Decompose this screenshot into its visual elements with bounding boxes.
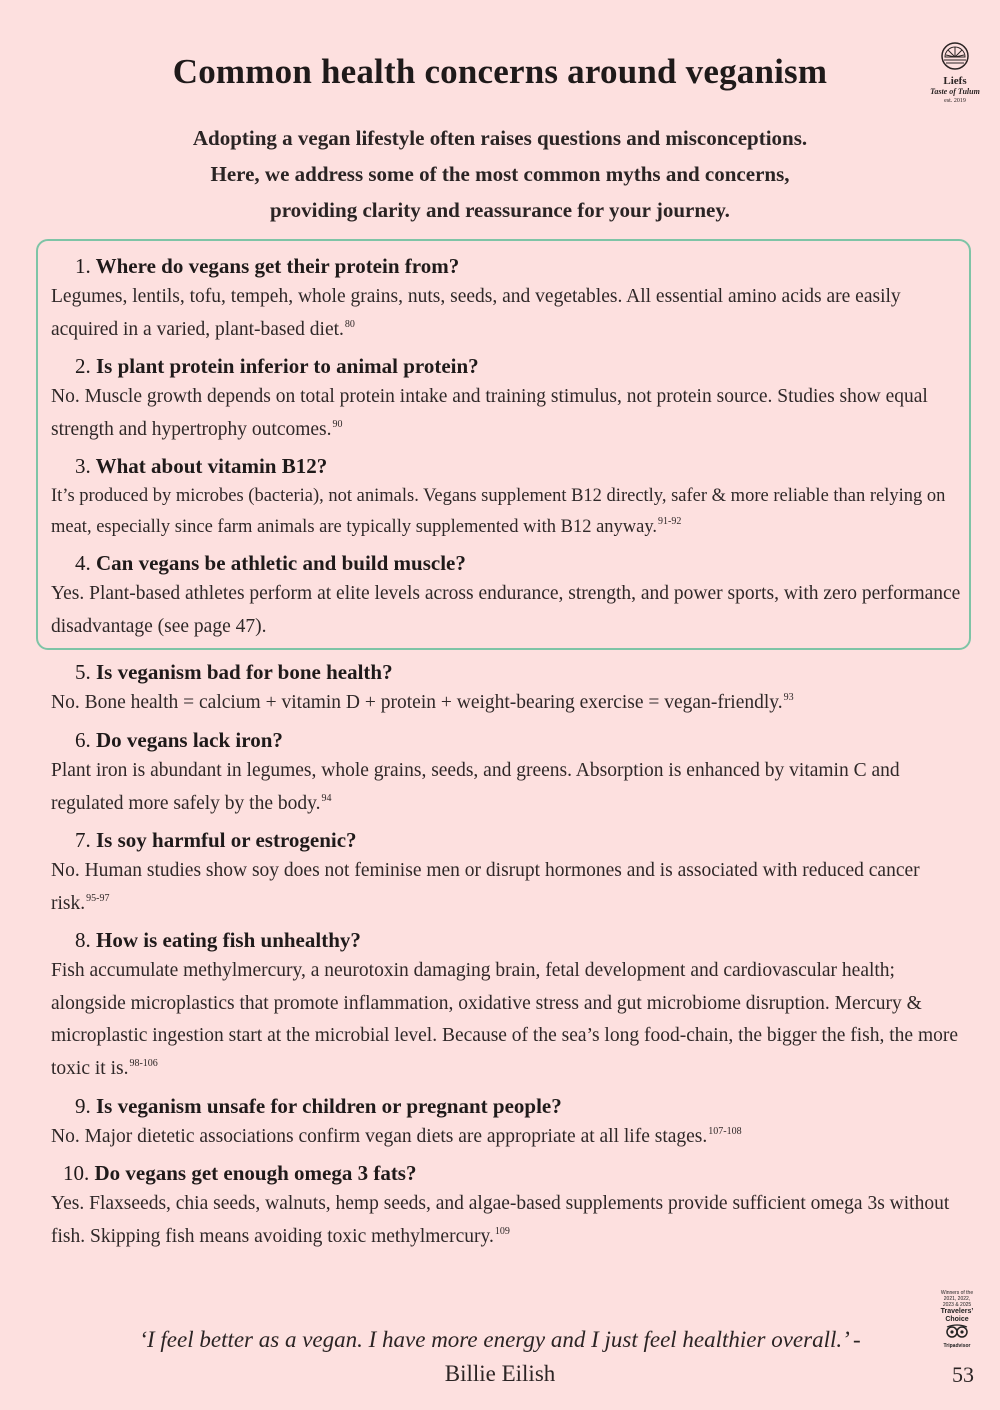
faq-reference: 94 xyxy=(321,792,332,804)
liefs-logo xyxy=(926,40,984,105)
faq-item xyxy=(51,657,961,720)
faq-item xyxy=(51,725,961,820)
faq-question-text: Where do vegans get their protein from? xyxy=(95,254,460,278)
faq-number: 3. xyxy=(75,454,91,478)
faq-answer-text: Legumes, lentils, tofu, tempeh, whole grains, nuts, seeds, and vegetables. All essential amino acids are easily acquired in a varied, plant-based diet. xyxy=(51,286,901,340)
faq-number: 9. xyxy=(75,1094,91,1118)
faq-question xyxy=(51,825,961,855)
closing-quote xyxy=(100,1323,900,1391)
logo-name: Liefs xyxy=(943,75,967,87)
sunburst-logo-icon xyxy=(939,40,971,70)
faq-number: 7. xyxy=(75,828,91,852)
faq-reference: 90 xyxy=(332,418,343,430)
faq-answer-text: No. Major dietetic associations confirm vegan diets are appropriate at all life stages. xyxy=(51,1126,708,1147)
faq-number: 10. xyxy=(63,1161,90,1185)
faq-number: 4. xyxy=(75,551,91,575)
faq-answer-text: It’s produced by microbes (bacteria), not animals. Vegans supplement B12 directly, safer & more reliable than relying on meat, especially since farm animals are typically supplemented with B12 anyway. xyxy=(51,486,946,537)
faq-item xyxy=(51,351,961,446)
faq-question-text: Can vegans be athletic and build muscle? xyxy=(96,551,466,575)
faq-answer xyxy=(51,955,961,1085)
badge-line: Choice xyxy=(945,1316,969,1323)
faq-answer-text: Fish accumulate methylmercury, a neurotoxin damaging brain, fetal development and cardiovascular health; alongside microplastics that promote inflammation, oxidative stress and gut microbiome disruption. Mercury & microplastic ingestion start at the microbial level. Because of the sea’s long food-chain, the bigger the fish, the more toxic it is. xyxy=(51,960,959,1079)
faq-answer xyxy=(51,1121,961,1154)
faq-question xyxy=(51,657,961,687)
faq-question xyxy=(51,1158,961,1188)
intro-text xyxy=(60,120,940,228)
badge-line: Winners of the xyxy=(940,1290,974,1296)
faq-answer xyxy=(51,381,961,446)
faq-reference: 80 xyxy=(344,318,355,330)
faq-item xyxy=(51,825,961,920)
faq-question xyxy=(51,451,961,481)
faq-item xyxy=(51,925,961,1085)
faq-question xyxy=(51,725,961,755)
badge-line: Travelers’ xyxy=(940,1308,974,1315)
faq-reference: 93 xyxy=(783,692,794,703)
faq-question xyxy=(51,1091,961,1121)
faq-answer-text: Yes. Plant-based athletes perform at elite levels across endurance, strength, and power sports, with zero performance disadvantage (see page 47). xyxy=(51,583,961,637)
faq-question-text: Is plant protein inferior to animal protein? xyxy=(96,354,479,378)
faq-question xyxy=(51,351,961,381)
faq-item xyxy=(51,251,961,346)
badge-line: Tripadvisor xyxy=(943,1343,971,1349)
faq-question-text: Is veganism unsafe for children or pregnant people? xyxy=(96,1094,562,1118)
faq-reference: 98-106 xyxy=(129,1057,158,1069)
faq-number: 5. xyxy=(75,660,91,684)
faq-answer xyxy=(51,481,961,543)
faq-question-text: Is veganism bad for bone health? xyxy=(96,660,393,684)
quote-author: Billie Eilish xyxy=(444,1361,556,1386)
faq-item xyxy=(51,548,961,643)
faq-answer-text: No. Muscle growth depends on total protein intake and training stimulus, not protein source. Studies show equal strength and hypertrophy outcomes. xyxy=(51,386,928,440)
faq-answer xyxy=(51,281,961,346)
intro-line: Adopting a vegan lifestyle often raises questions and misconceptions. xyxy=(192,126,808,150)
faq-question-text: How is eating fish unhealthy? xyxy=(96,928,361,952)
intro-line: Here, we address some of the most common myths and concerns, xyxy=(210,162,790,186)
faq-question-text: Is soy harmful or estrogenic? xyxy=(96,828,357,852)
faq-reference: 109 xyxy=(494,1225,510,1237)
page-title: Common health concerns around veganism xyxy=(172,52,828,91)
faq-item xyxy=(51,1091,961,1154)
faq-answer-text: No. Bone health = calcium + vitamin D + protein + weight-bearing exercise = vegan-friendly. xyxy=(51,692,783,713)
faq-answer xyxy=(51,578,961,643)
badge-line: 2021, 2022, xyxy=(943,1296,971,1302)
faq-question xyxy=(51,548,961,578)
faq-question xyxy=(51,251,961,281)
faq-number: 6. xyxy=(75,728,91,752)
faq-question-text: Do vegans get enough omega 3 fats? xyxy=(94,1161,417,1185)
faq-answer xyxy=(51,855,961,920)
faq-reference: 95-97 xyxy=(86,892,110,904)
travelers-choice-badge xyxy=(932,1290,982,1349)
logo-tagline: Taste of Tulum xyxy=(930,87,980,96)
faq-answer-text: Yes. Flaxseeds, chia seeds, walnuts, hemp seeds, and algae-based supplements provide sufficient omega 3s without fish. Skipping fish means avoiding toxic methylmercury. xyxy=(51,1193,950,1247)
faq-item xyxy=(51,1158,961,1253)
intro-line: providing clarity and reassurance for your journey. xyxy=(270,198,730,222)
faq-question-text: Do vegans lack iron? xyxy=(96,728,283,752)
faq-question-text: What about vitamin B12? xyxy=(95,454,328,478)
faq-answer xyxy=(51,1188,961,1253)
badge-line: 2023 & 2025 xyxy=(942,1302,972,1308)
faq-question xyxy=(51,925,961,955)
faq-number: 8. xyxy=(75,928,91,952)
tripadvisor-owl-icon xyxy=(944,1324,970,1338)
faq-answer-text: Plant iron is abundant in legumes, whole grains, seeds, and greens. Absorption is enhanced by vitamin C and regulated more safely by the body. xyxy=(51,760,900,814)
faq-answer xyxy=(51,687,961,720)
faq-answer xyxy=(51,755,961,820)
faq-item xyxy=(51,451,961,543)
faq-number: 2. xyxy=(75,354,91,378)
logo-est: est. 2019 xyxy=(944,98,966,104)
faq-number: 1. xyxy=(75,254,91,278)
faq-answer-text: No. Human studies show soy does not feminise men or disrupt hormones and is associated with reduced cancer risk. xyxy=(51,860,920,914)
quote-text: ‘I feel better as a vegan. I have more energy and I just feel healthier overall.’ - xyxy=(139,1327,861,1352)
faq-reference: 91-92 xyxy=(658,516,682,527)
page-number: 53 xyxy=(952,1362,974,1387)
faq-reference: 107-108 xyxy=(708,1126,742,1137)
